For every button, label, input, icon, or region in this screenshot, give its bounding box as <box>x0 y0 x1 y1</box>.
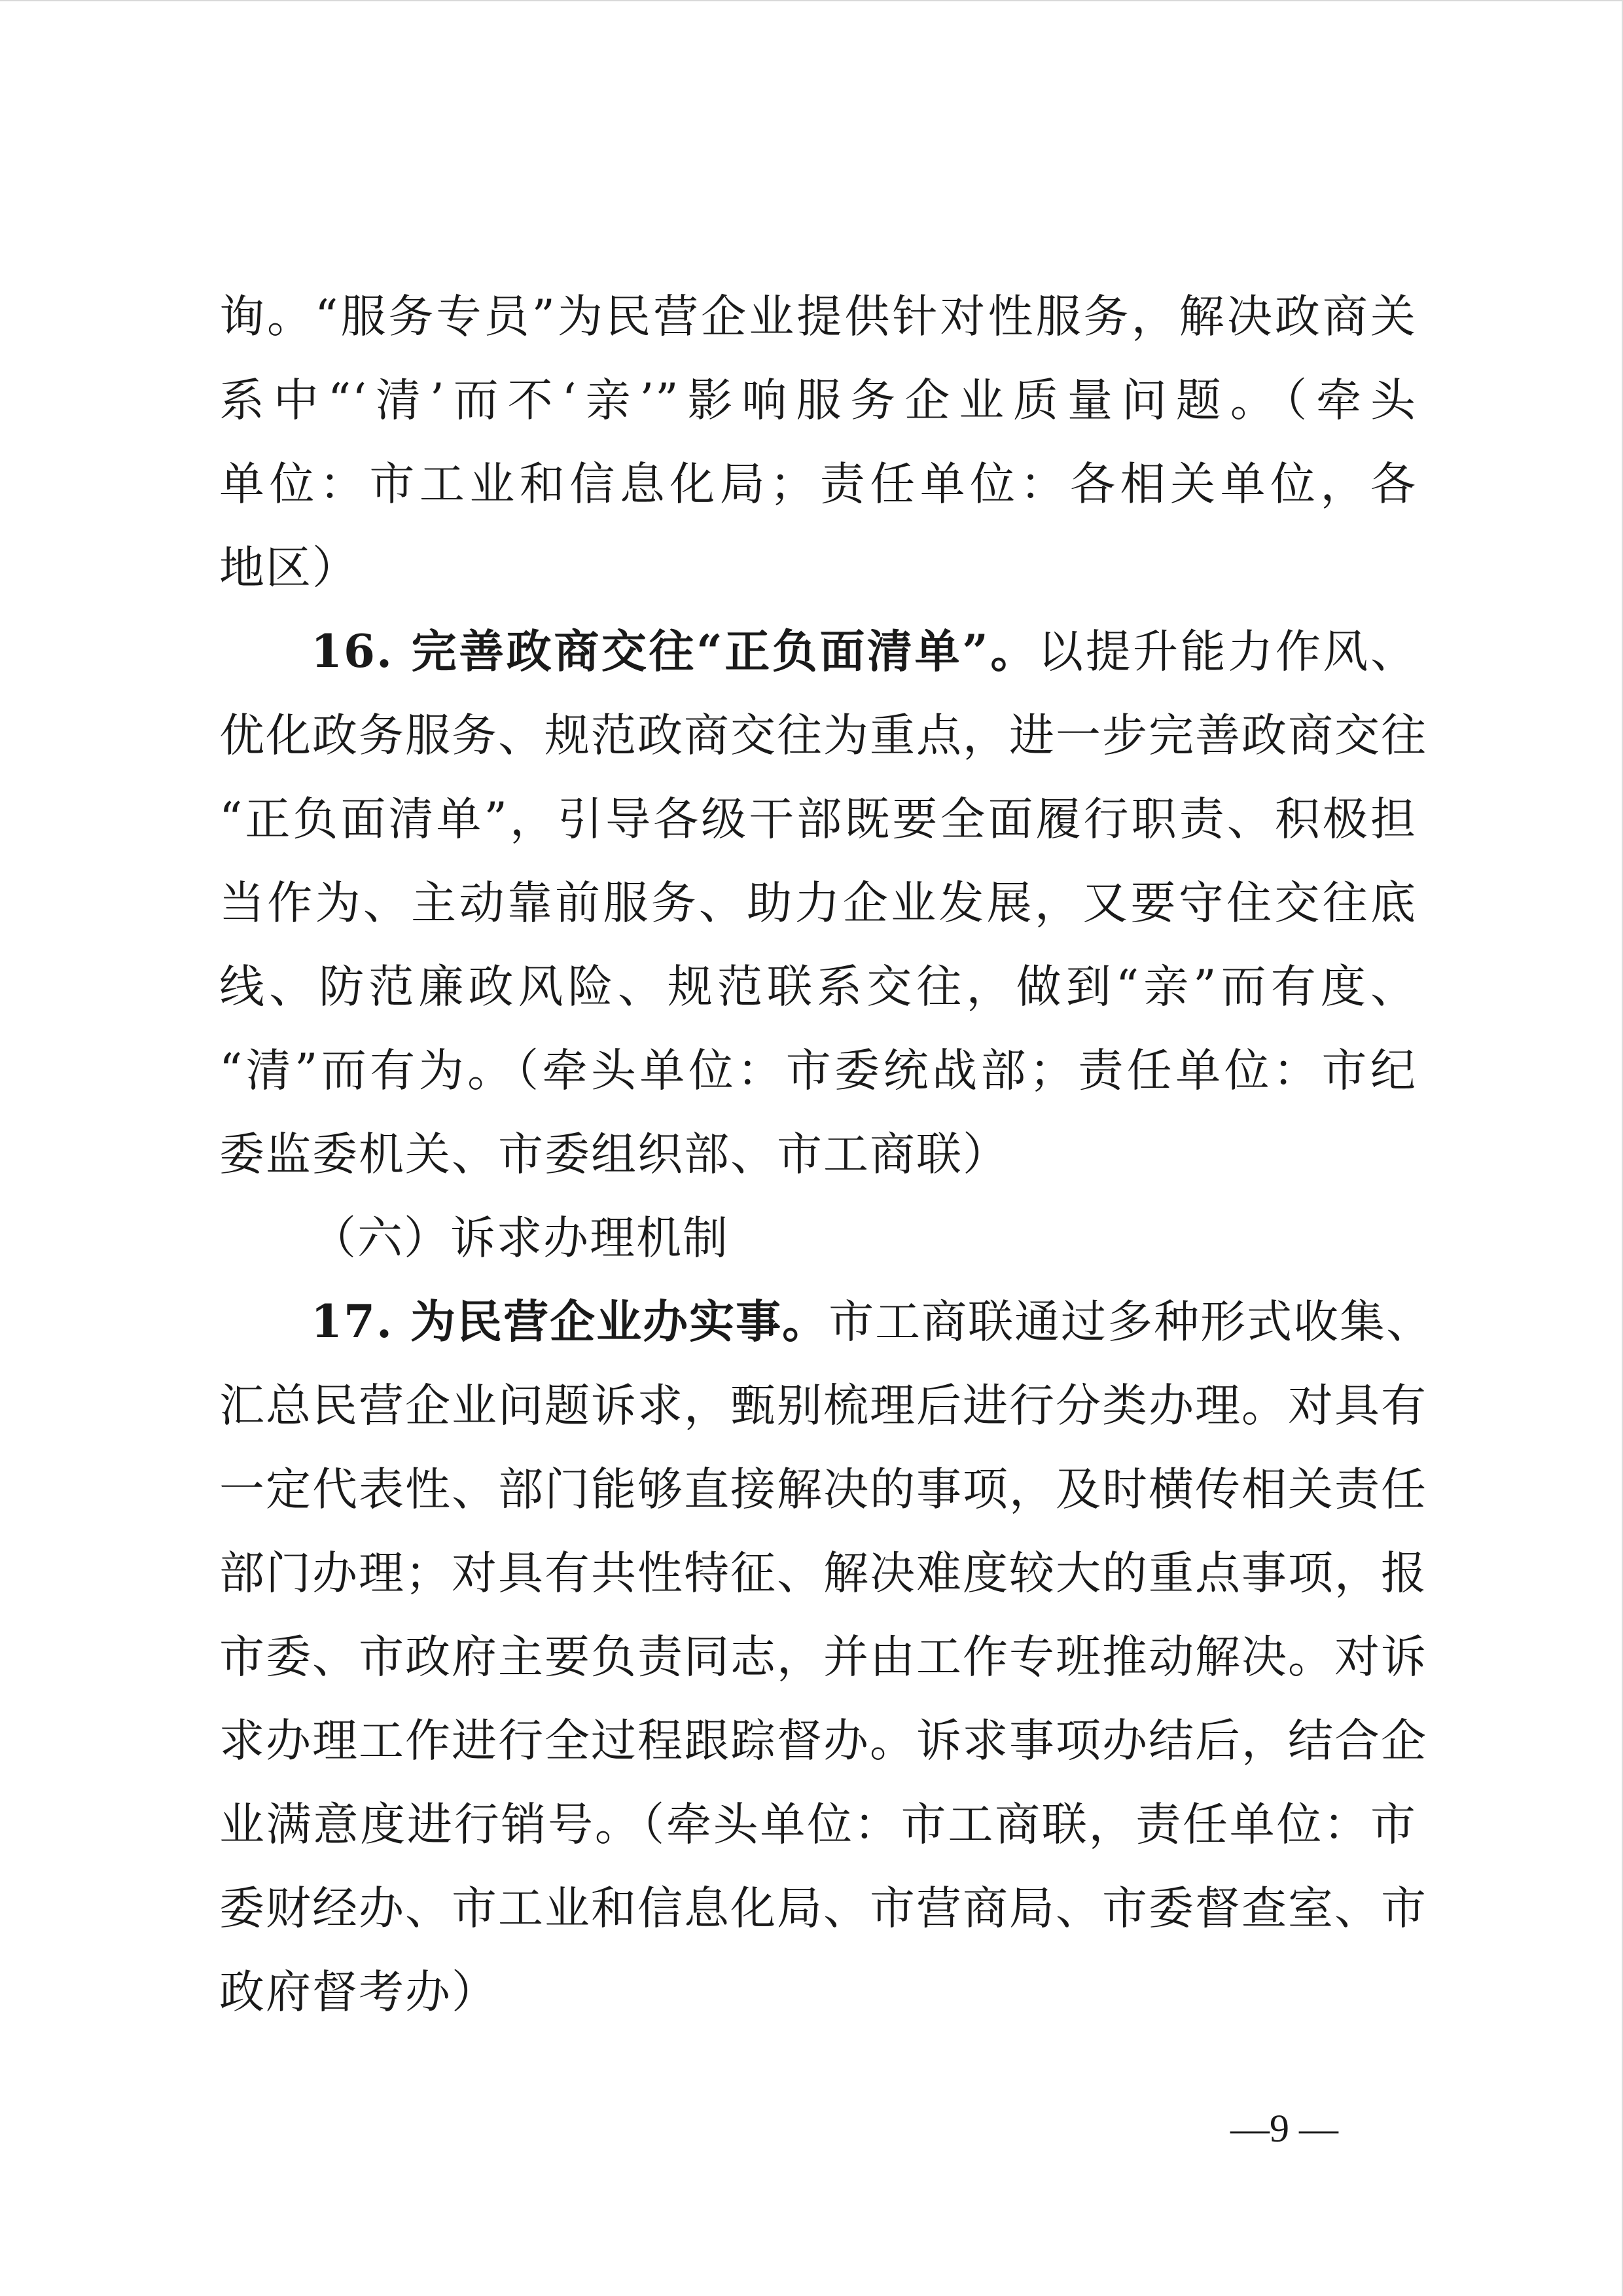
text-line: 单位：市工业和信息化局；责任单位：各相关单位，各 <box>219 458 1417 511</box>
item-16-line <box>219 610 1417 694</box>
text-line: 线、防范廉政风险、规范联系交往，做到“亲”而有度、 <box>219 961 1417 1013</box>
text-line: 询。“服务专员”为民营企业提供针对性服务，解决政商关 <box>219 291 1417 343</box>
document-body <box>219 275 1433 2034</box>
text-line: 求办理工作进行全过程跟踪督办。诉求事项办结后，结合企 <box>219 1715 1427 1767</box>
text-line: 优化政务服务、规范政商交往为重点，进一步完善政商交往 <box>219 709 1427 762</box>
text-line: 系中“‘清’而不‘亲’”影响服务企业质量问题。（牵头 <box>219 374 1417 427</box>
text-line: 汇总民营企业问题诉求，甄别梳理后进行分类办理。对具有 <box>219 1380 1427 1432</box>
text-line: “清”而有为。（牵头单位：市委统战部；责任单位：市纪 <box>219 1045 1417 1097</box>
text-line: 委财经办、市工业和信息化局、市营商局、市委督查室、市 <box>219 1882 1427 1935</box>
section-heading: （六）诉求办理机制 <box>311 1212 729 1265</box>
text-line: “正负面清单”，引导各级干部既要全面履行职责、积极担 <box>219 793 1417 846</box>
text-line: 一定代表性、部门能够直接解决的事项，及时横传相关责任 <box>219 1463 1427 1516</box>
item-17-text: 市工商联通过多种形式收集、 <box>829 1296 1433 1348</box>
item-17-heading: 17. 为民营企业办实事。 <box>311 1295 829 1348</box>
text-line: 地区） <box>219 542 359 594</box>
text-line: 委监委机关、市委组织部、市工商联） <box>219 1128 1009 1181</box>
text-line: 当作为、主动靠前服务、助力企业发展，又要守住交往底 <box>219 877 1417 929</box>
item-17-line <box>219 1280 1433 1364</box>
text-line: 市委、市政府主要负责同志，并由工作专班推动解决。对诉 <box>219 1631 1427 1683</box>
text-line: 政府督考办） <box>219 1966 498 2018</box>
item-16-text: 以提升能力作风、 <box>1038 626 1417 678</box>
text-line: 部门办理；对具有共性特征、解决难度较大的重点事项，报 <box>219 1547 1427 1600</box>
text-line: 业满意度进行销号。（牵头单位：市工商联，责任单位：市 <box>219 1799 1417 1851</box>
page-number: —9 — <box>1230 2107 1338 2150</box>
item-16-heading: 16. 完善政商交往“正负面清单”。 <box>311 625 1038 678</box>
